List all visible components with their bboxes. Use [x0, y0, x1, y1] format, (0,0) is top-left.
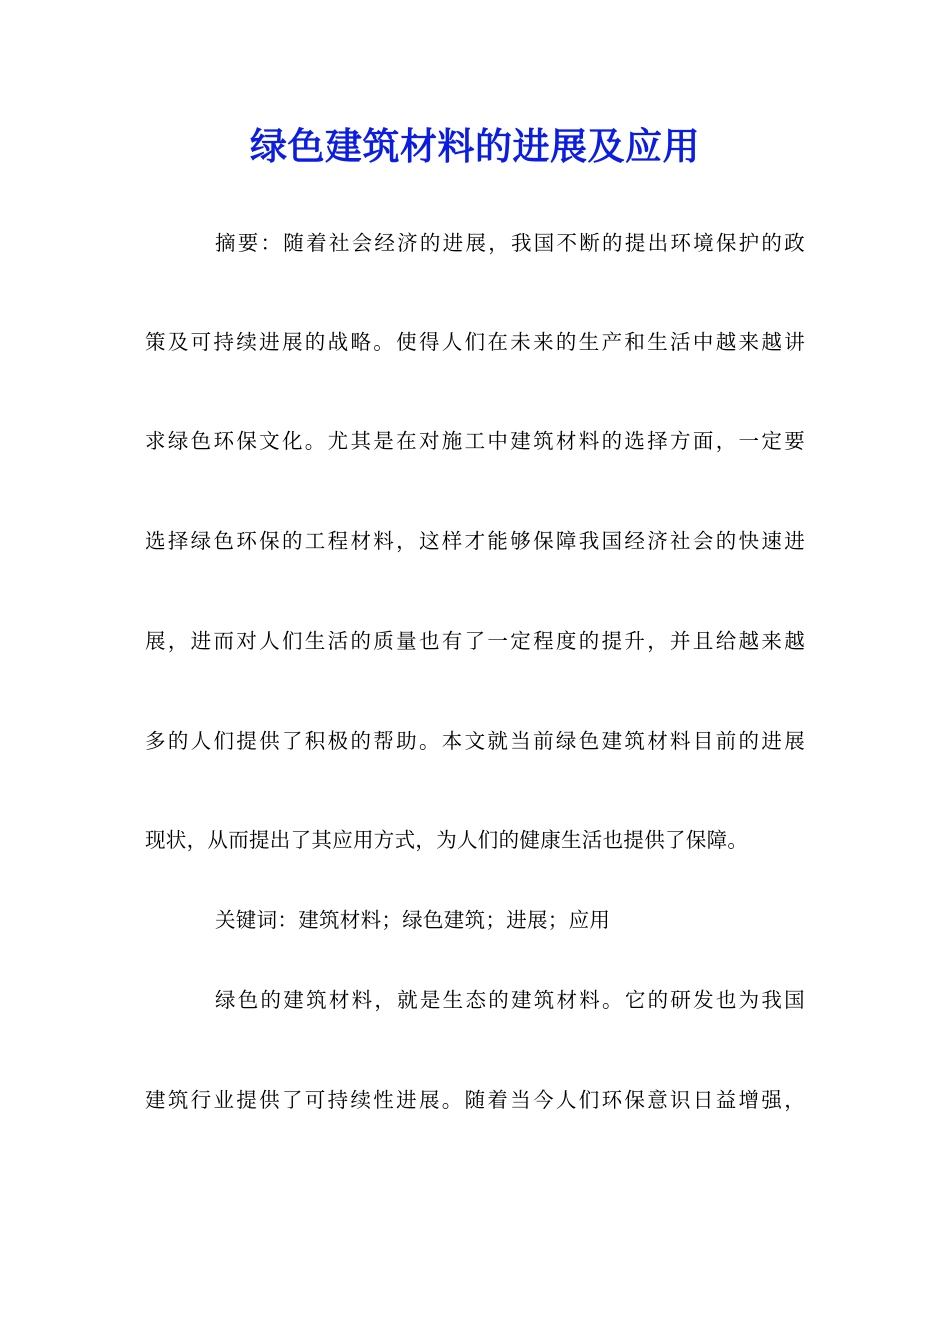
abstract-line-1: 摘要：随着社会经济的进展，我国不断的提出环境保护的政 [215, 231, 805, 255]
keywords-line: 关键词：建筑材料；绿色建筑；进展；应用 [215, 908, 611, 932]
abstract-line-3: 求绿色环保文化。尤其是在对施工中建筑材料的选择方面，一定要 [145, 429, 805, 453]
body-line-2: 建筑行业提供了可持续性进展。随着当今人们环保意识日益增强， [145, 1088, 805, 1112]
abstract-line-2: 策及可持续进展的战略。使得人们在未来的生产和生活中越来越讲 [145, 330, 805, 354]
abstract-line-6: 多的人们提供了积极的帮助。本文就当前绿色建筑材料目前的进展 [145, 729, 805, 753]
document-title: 绿色建筑材料的进展及应用 [250, 125, 700, 168]
abstract-line-7: 现状，从而提出了其应用方式，为人们的健康生活也提供了保障。 [145, 828, 749, 852]
abstract-line-5: 展，进而对人们生活的质量也有了一定程度的提升，并且给越来越 [145, 629, 805, 653]
body-line-1: 绿色的建筑材料，就是生态的建筑材料。它的研发也为我国 [215, 988, 805, 1012]
abstract-line-4: 选择绿色环保的工程材料，这样才能够保障我国经济社会的快速进 [145, 529, 805, 553]
